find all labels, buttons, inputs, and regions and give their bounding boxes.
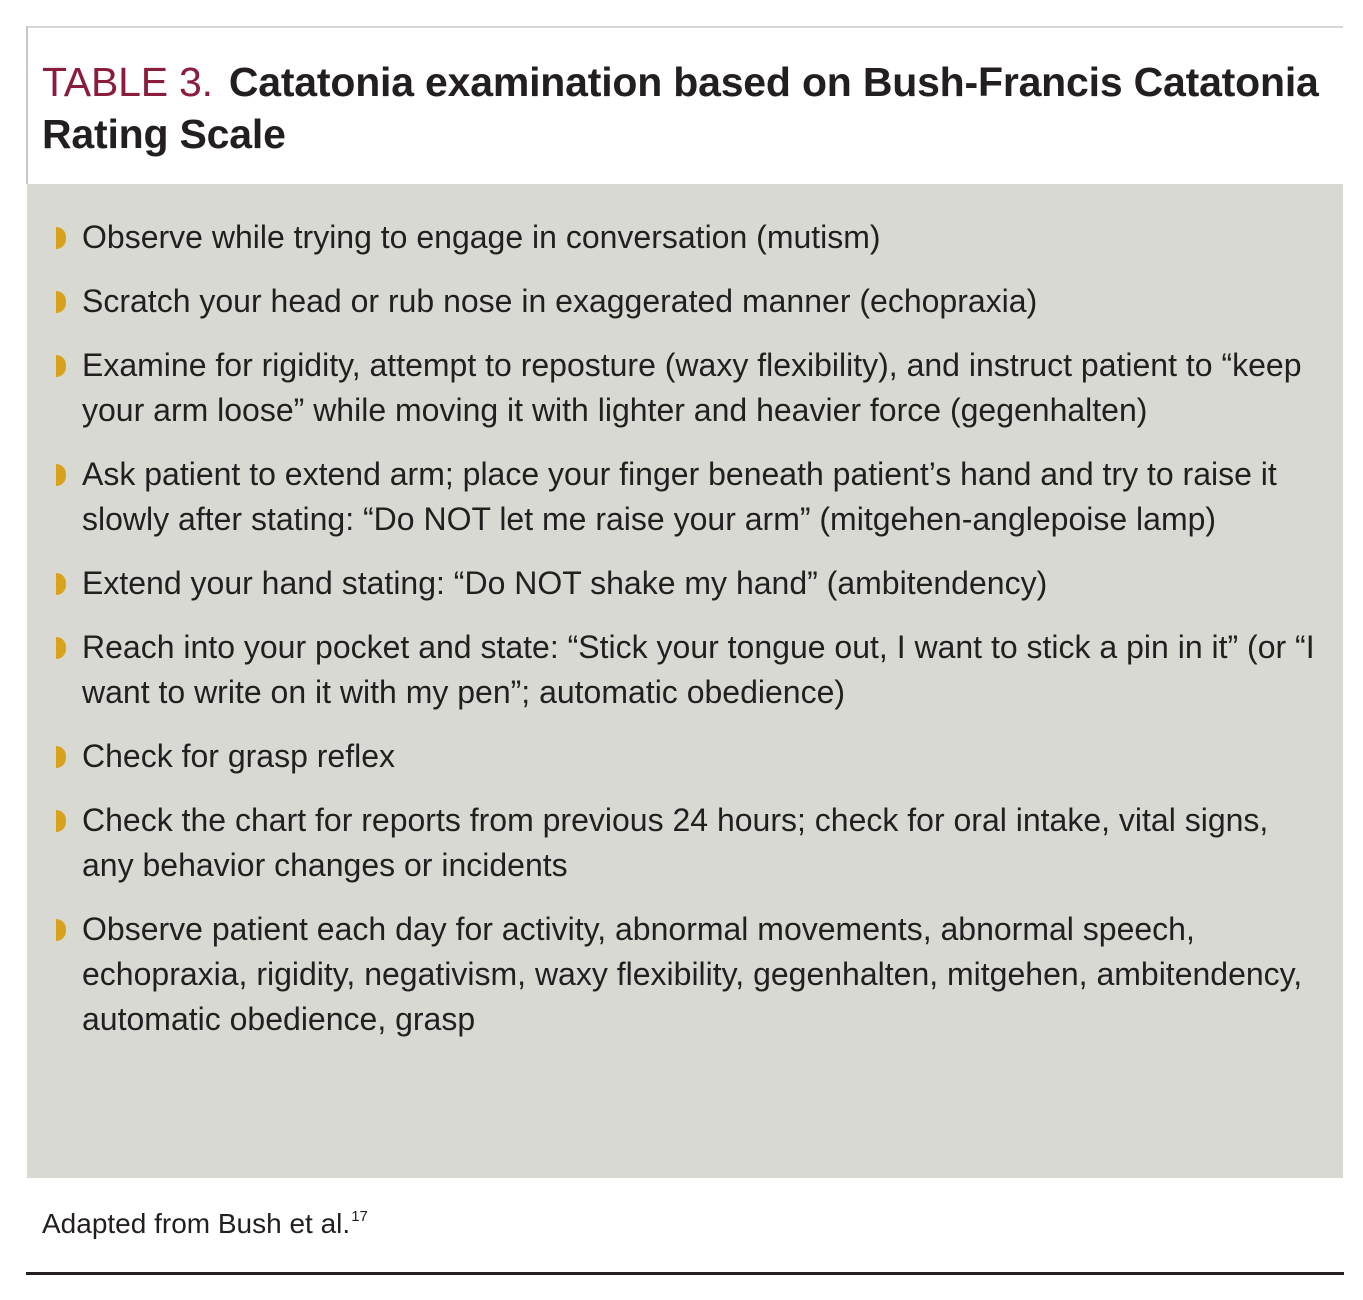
bullet-icon: [56, 291, 66, 313]
list-item-text: Observe patient each day for activity, abnormal movements, abnormal speech, echopraxia, rigidity, negativism, waxy flexibility, gegenhalten, mitgehen, ambitendency, automatic obedience, grasp: [82, 911, 1303, 1037]
list-item: [27, 343, 1343, 433]
source-text: Adapted from Bush et al.: [42, 1208, 351, 1239]
list-item: [27, 625, 1343, 715]
list-item: [27, 452, 1343, 542]
bullet-icon: [56, 227, 66, 249]
list-item: [27, 798, 1343, 888]
source-note: [42, 1206, 368, 1242]
bottom-rule: [26, 1272, 1344, 1275]
list-item-text: Observe while trying to engage in conversation (mutism): [82, 219, 881, 255]
list-item: [27, 279, 1343, 324]
bullet-icon: [56, 746, 66, 768]
list-item-text: Reach into your pocket and state: “Stick your tongue out, I want to stick a pin in it” (or “I want to write on it with my pen”; automatic obedience): [82, 629, 1315, 710]
list-item-text: Check for grasp reflex: [82, 738, 396, 774]
list-item-text: Check the chart for reports from previous 24 hours; check for oral intake, vital signs, any behavior changes or incidents: [82, 802, 1269, 883]
table-title: [42, 56, 1332, 160]
list-item: [27, 561, 1343, 606]
list-item-text: Ask patient to extend arm; place your finger beneath patient’s hand and try to raise it slowly after stating: “Do NOT let me raise your arm” (mitgehen-anglepoise lamp): [82, 456, 1277, 537]
bullet-icon: [56, 573, 66, 595]
table-frame-left-border: [26, 26, 28, 184]
bullet-icon: [56, 919, 66, 941]
examination-steps-list: [27, 215, 1343, 1061]
list-item: [27, 907, 1343, 1042]
list-item-text: Examine for rigidity, attempt to reposture (waxy flexibility), and instruct patient to “keep your arm loose” while moving it with lighter and heavier force (gegenhalten): [82, 347, 1302, 428]
bullet-icon: [56, 464, 66, 486]
bullet-icon: [56, 637, 66, 659]
list-item-text: Scratch your head or rub nose in exaggerated manner (echopraxia): [82, 283, 1038, 319]
table-label: TABLE 3.: [42, 59, 213, 105]
bullet-icon: [56, 810, 66, 832]
list-item: [27, 215, 1343, 260]
list-item-text: Extend your hand stating: “Do NOT shake my hand” (ambitendency): [82, 565, 1048, 601]
bullet-icon: [56, 355, 66, 377]
table-body-panel: [27, 184, 1343, 1178]
table-title-text: Catatonia examination based on Bush-Francis Catatonia Rating Scale: [42, 59, 1319, 157]
table-frame-top-border: [26, 26, 1343, 28]
reference-superscript: 17: [351, 1208, 368, 1225]
list-item: [27, 734, 1343, 779]
